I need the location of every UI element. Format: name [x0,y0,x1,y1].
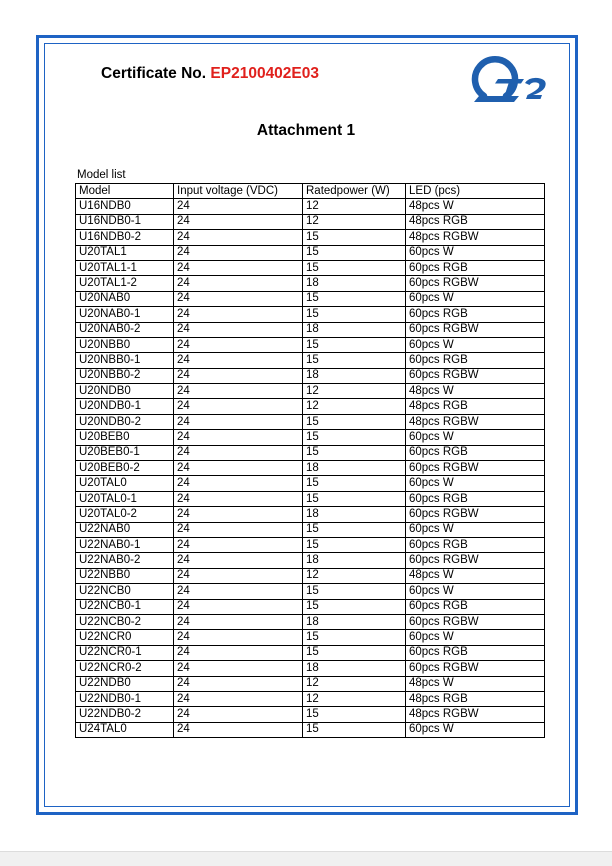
column-header-led: LED (pcs) [406,184,545,199]
cell-led: 48pcs W [406,384,545,399]
cell-input-voltage: 24 [174,260,303,275]
cell-rated-power: 15 [303,414,406,429]
cell-input-voltage: 24 [174,491,303,506]
cell-rated-power: 12 [303,214,406,229]
cell-input-voltage: 24 [174,630,303,645]
cell-led: 48pcs RGB [406,691,545,706]
cell-input-voltage: 24 [174,691,303,706]
cell-input-voltage: 24 [174,645,303,660]
cell-model: U16NDB0 [76,199,174,214]
cell-model: U20TAL1 [76,245,174,260]
cell-model: U20NDB0 [76,384,174,399]
cell-led: 60pcs RGB [406,307,545,322]
cell-model: U20NDB0-2 [76,414,174,429]
table-row [76,214,545,229]
cell-rated-power: 15 [303,337,406,352]
cell-rated-power: 18 [303,461,406,476]
cell-input-voltage: 24 [174,245,303,260]
cell-model: U20NAB0 [76,291,174,306]
table-row [76,245,545,260]
cell-model: U22NAB0-1 [76,537,174,552]
cell-rated-power: 15 [303,491,406,506]
cell-rated-power: 15 [303,230,406,245]
cell-input-voltage: 24 [174,707,303,722]
cell-model: U20BEB0-1 [76,445,174,460]
table-row [76,291,545,306]
table-row [76,691,545,706]
table-row [76,414,545,429]
cell-led: 60pcs RGBW [406,368,545,383]
cell-input-voltage: 24 [174,230,303,245]
cell-model: U20NBB0-1 [76,353,174,368]
cell-led: 60pcs RGBW [406,661,545,676]
cell-input-voltage: 24 [174,337,303,352]
cell-rated-power: 15 [303,245,406,260]
cell-model: U22NAB0-2 [76,553,174,568]
cell-input-voltage: 24 [174,199,303,214]
cell-rated-power: 15 [303,722,406,737]
cell-input-voltage: 24 [174,553,303,568]
cell-model: U22NCR0-1 [76,645,174,660]
cell-rated-power: 18 [303,322,406,337]
cell-led: 60pcs RGBW [406,553,545,568]
cell-model: U20TAL1-1 [76,260,174,275]
cell-rated-power: 15 [303,599,406,614]
cell-input-voltage: 24 [174,276,303,291]
cell-rated-power: 15 [303,645,406,660]
table-row [76,537,545,552]
qt2-logo-graphic [470,52,554,106]
cell-led: 60pcs W [406,630,545,645]
cell-rated-power: 15 [303,537,406,552]
cell-model: U20BEB0-2 [76,461,174,476]
cell-led: 48pcs RGBW [406,707,545,722]
viewer-bottom-strip [0,851,612,866]
cell-led: 48pcs RGB [406,214,545,229]
table-row [76,476,545,491]
cell-rated-power: 18 [303,661,406,676]
cell-rated-power: 18 [303,507,406,522]
table-row [76,322,545,337]
table-row [76,337,545,352]
column-header-model: Model [76,184,174,199]
cell-model: U20TAL0 [76,476,174,491]
cell-input-voltage: 24 [174,384,303,399]
cell-led: 48pcs W [406,676,545,691]
cell-led: 48pcs RGBW [406,414,545,429]
table-row [76,260,545,275]
cell-led: 60pcs RGBW [406,322,545,337]
cell-led: 60pcs RGB [406,645,545,660]
cell-rated-power: 18 [303,368,406,383]
cell-rated-power: 15 [303,476,406,491]
table-row [76,599,545,614]
cell-rated-power: 12 [303,568,406,583]
cell-model: U20NAB0-1 [76,307,174,322]
cell-model: U22NCR0-2 [76,661,174,676]
cell-input-voltage: 24 [174,507,303,522]
cell-led: 60pcs W [406,245,545,260]
attachment-title: Attachment 1 [256,122,356,139]
cell-model: U22NCR0 [76,630,174,645]
cell-input-voltage: 24 [174,476,303,491]
cell-input-voltage: 24 [174,445,303,460]
cell-rated-power: 18 [303,614,406,629]
table-row [76,676,545,691]
cell-model: U22NAB0 [76,522,174,537]
cell-rated-power: 12 [303,199,406,214]
table-row [76,722,545,737]
qt2-logo [470,52,554,106]
cell-model: U22NDB0 [76,676,174,691]
cell-input-voltage: 24 [174,568,303,583]
cell-input-voltage: 24 [174,430,303,445]
cell-input-voltage: 24 [174,353,303,368]
table-row [76,553,545,568]
table-row [76,430,545,445]
table-row [76,307,545,322]
cell-model: U22NDB0-1 [76,691,174,706]
certificate-label: Certificate No. [101,65,207,82]
cell-model: U20BEB0 [76,430,174,445]
cell-led: 60pcs W [406,476,545,491]
cell-led: 60pcs RGBW [406,614,545,629]
table-row [76,507,545,522]
table-row [76,276,545,291]
cell-model: U20NAB0-2 [76,322,174,337]
cell-model: U20TAL0-1 [76,491,174,506]
cell-input-voltage: 24 [174,368,303,383]
model-table [75,183,545,738]
table-row [76,630,545,645]
cell-input-voltage: 24 [174,722,303,737]
cell-led: 60pcs W [406,522,545,537]
cell-input-voltage: 24 [174,322,303,337]
cell-led: 60pcs RGB [406,353,545,368]
cell-led: 60pcs RGB [406,445,545,460]
cell-rated-power: 15 [303,707,406,722]
cell-rated-power: 15 [303,522,406,537]
cell-rated-power: 15 [303,291,406,306]
cell-rated-power: 12 [303,691,406,706]
cell-input-voltage: 24 [174,291,303,306]
cell-rated-power: 15 [303,430,406,445]
table-row [76,568,545,583]
cell-input-voltage: 24 [174,661,303,676]
cell-model: U22NDB0-2 [76,707,174,722]
cell-model: U24TAL0 [76,722,174,737]
cell-rated-power: 15 [303,260,406,275]
cell-rated-power: 18 [303,553,406,568]
cell-model: U20NBB0-2 [76,368,174,383]
cell-led: 60pcs RGB [406,260,545,275]
cell-led: 60pcs RGB [406,491,545,506]
column-header-rated-power: Ratedpower (W) [303,184,406,199]
cell-model: U22NCB0 [76,584,174,599]
cell-model: U20NBB0 [76,337,174,352]
cell-rated-power: 15 [303,630,406,645]
table-row [76,368,545,383]
table-row [76,645,545,660]
cell-led: 60pcs W [406,337,545,352]
table-row [76,661,545,676]
cell-input-voltage: 24 [174,676,303,691]
cell-model: U22NBB0 [76,568,174,583]
model-list-label: Model list [77,169,126,181]
table-row [76,230,545,245]
cell-model: U22NCB0-2 [76,614,174,629]
cell-led: 60pcs RGB [406,537,545,552]
cell-rated-power: 15 [303,353,406,368]
certificate-line [101,65,319,83]
cell-led: 60pcs RGB [406,599,545,614]
cell-input-voltage: 24 [174,399,303,414]
cell-model: U20TAL1-2 [76,276,174,291]
cell-model: U22NCB0-1 [76,599,174,614]
table-row [76,445,545,460]
table-row [76,491,545,506]
cell-led: 48pcs W [406,568,545,583]
cell-input-voltage: 24 [174,414,303,429]
cell-led: 60pcs RGBW [406,276,545,291]
cell-model: U16NDB0-2 [76,230,174,245]
cell-input-voltage: 24 [174,522,303,537]
table-row [76,399,545,414]
cell-rated-power: 15 [303,584,406,599]
cell-led: 60pcs W [406,584,545,599]
cell-rated-power: 18 [303,276,406,291]
table-header-row [76,184,545,199]
cell-led: 60pcs W [406,291,545,306]
cell-model: U20TAL0-2 [76,507,174,522]
cell-model: U16NDB0-1 [76,214,174,229]
table-row [76,384,545,399]
table-row [76,461,545,476]
table-row [76,199,545,214]
table-row [76,614,545,629]
cell-led: 60pcs RGBW [406,507,545,522]
table-row [76,707,545,722]
cell-led: 48pcs RGB [406,399,545,414]
cell-input-voltage: 24 [174,214,303,229]
cell-rated-power: 12 [303,399,406,414]
cell-input-voltage: 24 [174,537,303,552]
cell-input-voltage: 24 [174,461,303,476]
cell-led: 48pcs W [406,199,545,214]
cell-led: 60pcs W [406,430,545,445]
certificate-number: EP2100402E03 [210,65,320,82]
cell-led: 60pcs W [406,722,545,737]
table-row [76,522,545,537]
table-row [76,584,545,599]
cell-input-voltage: 24 [174,599,303,614]
table-row [76,353,545,368]
cell-input-voltage: 24 [174,614,303,629]
cell-led: 48pcs RGBW [406,230,545,245]
column-header-input-voltage: Input voltage (VDC) [174,184,303,199]
cell-model: U20NDB0-1 [76,399,174,414]
cell-input-voltage: 24 [174,307,303,322]
cell-rated-power: 15 [303,445,406,460]
cell-rated-power: 15 [303,307,406,322]
cell-input-voltage: 24 [174,584,303,599]
cell-rated-power: 12 [303,676,406,691]
cell-rated-power: 12 [303,384,406,399]
table-body [76,199,545,738]
cell-led: 60pcs RGBW [406,461,545,476]
